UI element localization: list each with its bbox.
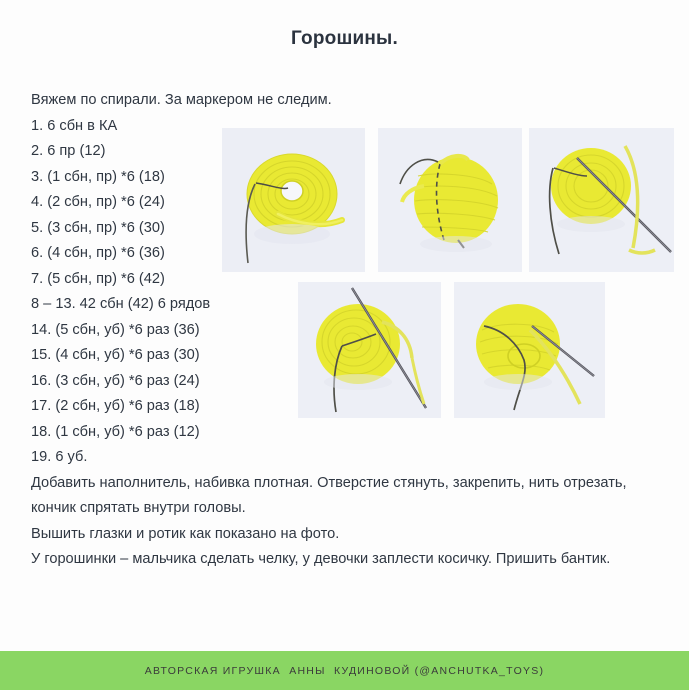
rows-list [31,114,661,471]
row-item: 8 – 13. 42 сбн (42) 6 рядов [31,296,211,312]
row-item: 6. (4 сбн, пр) *6 (36) [31,245,165,261]
row-item: 7. (5 сбн, пр) *6 (42) [31,270,165,287]
page-title: Горошины. [291,28,398,49]
row-item: 18. (1 сбн, уб) *6 раз (12) [31,423,200,440]
row-item: 4. (2 сбн, пр) *6 (24) [31,194,165,210]
finishing-note: Добавить наполнитель, набивка плотная. Отверстие стянуть, закрепить, нить отрезать, кончик спрятать внутри головы. [31,474,631,516]
row-item: 17. (2 сбн, уб) *6 раз (18) [31,398,200,414]
footer-bar [0,651,689,690]
pattern-text [31,88,661,573]
row-item: 1. 6 сбн в КА [31,117,118,134]
row-item: 14. (5 сбн, уб) *6 раз (36) [31,321,200,338]
row-item: 16. (3 сбн, уб) *6 раз (24) [31,372,200,389]
intro-line: Вяжем по спирали. За маркером не следим. [31,92,332,108]
row-item: 3. (1 сбн, пр) *6 (18) [31,168,165,185]
finishing-note: Вышить глазки и ротик как показано на фото. [31,525,340,542]
row-item: 15. (4 сбн, уб) *6 раз (30) [31,347,200,363]
row-item: 2. 6 пр (12) [31,143,106,159]
finishing-note: У горошинки – мальчика сделать челку, у девочки заплести косичку. Пришить бантик. [31,551,611,567]
row-item: 19. 6 уб. [31,449,88,465]
row-item: 5. (3 сбн, пр) *6 (30) [31,219,165,236]
finishing-notes [31,471,661,573]
footer-credit: АВТОРСКАЯ ИГРУШКА АННЫ КУДИНОВОЙ (@ANCHUTKA_TOYS) [144,664,545,677]
